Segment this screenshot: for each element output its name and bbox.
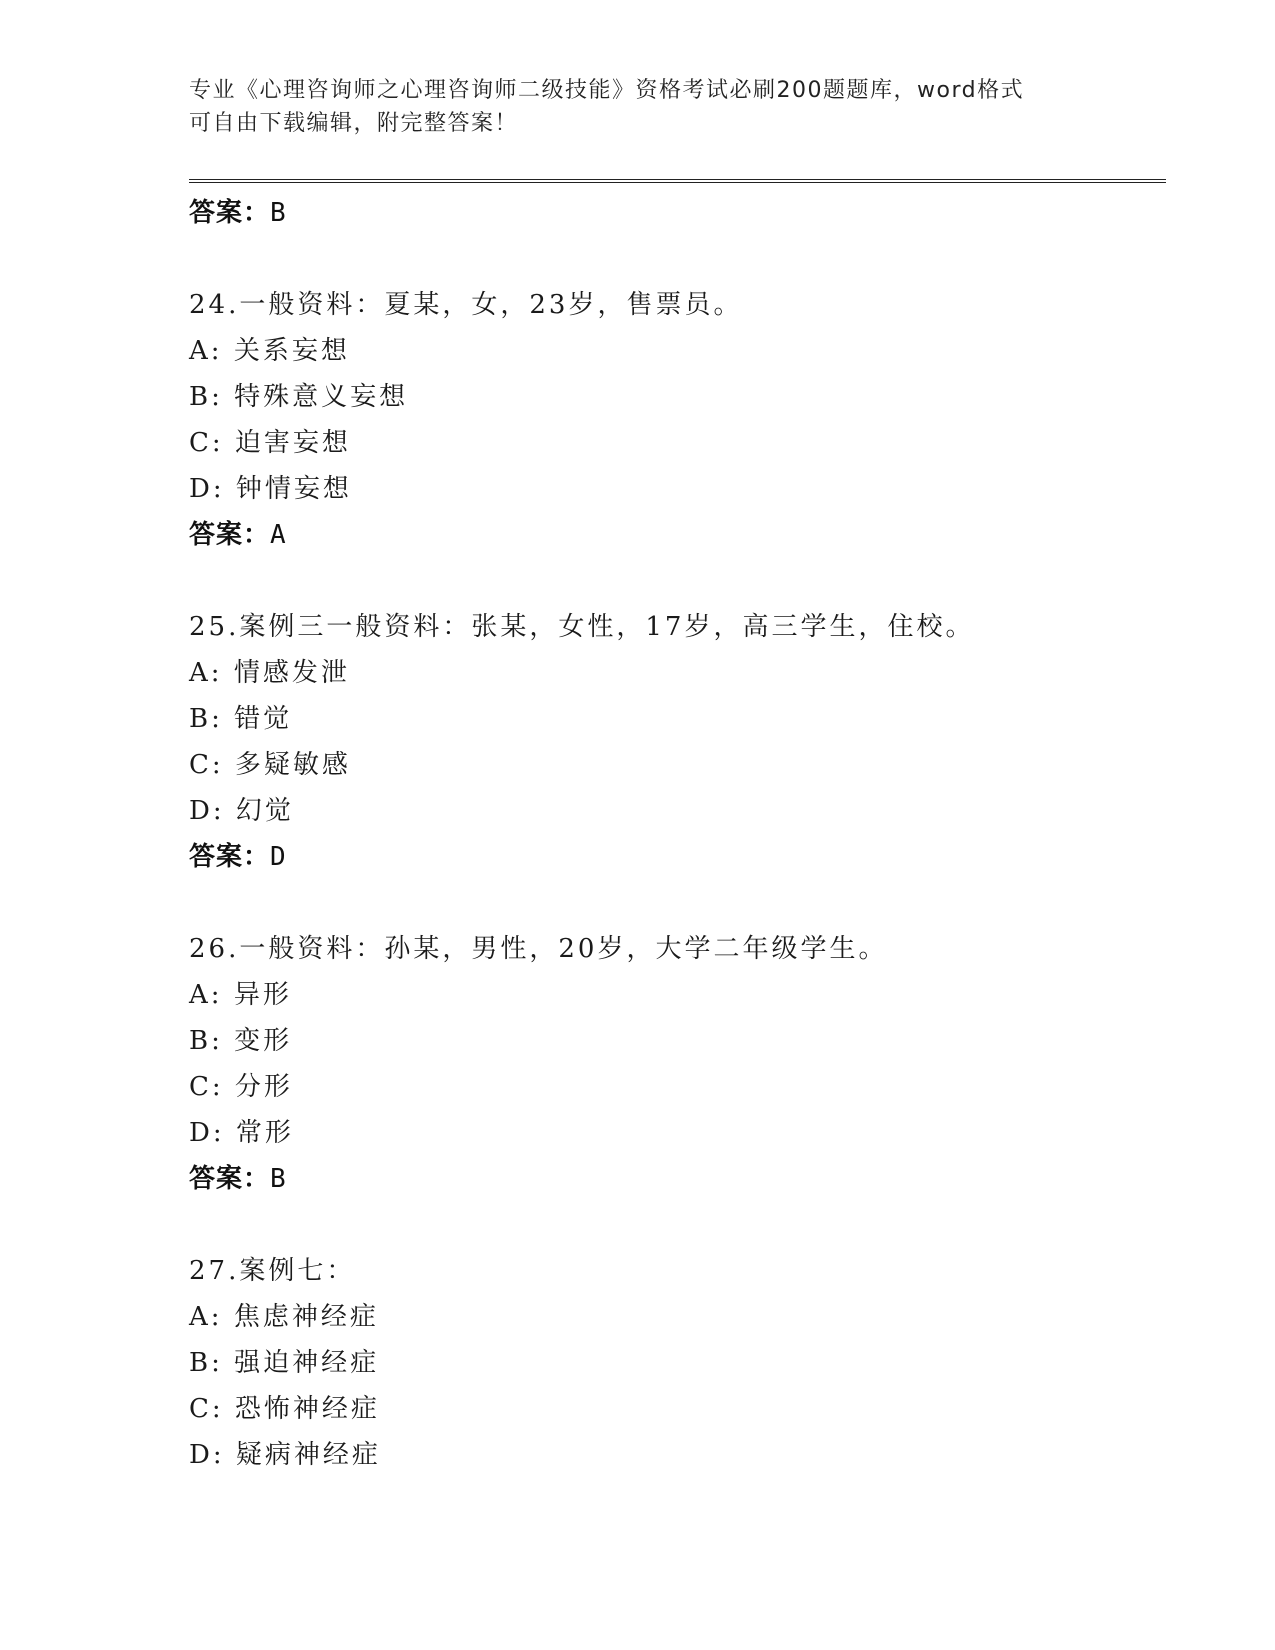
- question-content: [189, 190, 1169, 1478]
- answer-value: A: [270, 520, 287, 550]
- option-text: 关系妄想: [233, 336, 350, 366]
- spacer: [189, 1202, 1169, 1248]
- option-key: C:: [189, 428, 224, 458]
- option-key: C:: [189, 1394, 224, 1424]
- option-key: A:: [189, 336, 223, 366]
- question-number: 27.: [189, 1256, 240, 1286]
- question-number: 26.: [189, 934, 240, 964]
- question-stem: [189, 926, 1169, 972]
- option-key: B:: [189, 382, 223, 412]
- question-stem: [189, 282, 1169, 328]
- option-text: 恐怖神经症: [234, 1394, 380, 1424]
- answer-line: [189, 1156, 1169, 1202]
- option-a: [189, 328, 1169, 374]
- option-key: A:: [189, 1302, 223, 1332]
- option-text: 多疑敏感: [234, 750, 351, 780]
- option-text: 特殊意义妄想: [234, 382, 409, 412]
- answer-line: [189, 190, 1169, 236]
- option-key: B:: [189, 1348, 223, 1378]
- answer-value: B: [270, 1164, 287, 1194]
- question-text: 一般资料：夏某，女，23岁，售票员。: [239, 290, 743, 320]
- answer-line: [189, 512, 1169, 558]
- option-text: 变形: [234, 1026, 293, 1056]
- option-c: [189, 420, 1169, 466]
- header-line-1: 专业《心理咨询师之心理咨询师二级技能》资格考试必刷200题题库，word格式: [189, 78, 1025, 103]
- question-stem: [189, 604, 1169, 650]
- option-c: [189, 1064, 1169, 1110]
- option-text: 分形: [234, 1072, 293, 1102]
- option-text: 迫害妄想: [234, 428, 351, 458]
- option-a: [189, 650, 1169, 696]
- question-text: 案例三一般资料：张某，女性，17岁，高三学生，住校。: [239, 612, 975, 642]
- question-stem: [189, 1248, 1169, 1294]
- option-text: 情感发泄: [233, 658, 350, 688]
- question-25: [189, 604, 1169, 880]
- option-b: [189, 696, 1169, 742]
- option-text: 幻觉: [235, 796, 294, 826]
- question-26: [189, 926, 1169, 1202]
- header-line-2: 可自由下载编辑，附完整答案！: [189, 111, 519, 136]
- option-text: 常形: [235, 1118, 294, 1148]
- option-c: [189, 1386, 1169, 1432]
- option-key: A:: [189, 980, 223, 1010]
- option-key: D:: [189, 1440, 225, 1470]
- option-key: D:: [189, 474, 225, 504]
- option-key: B:: [189, 704, 223, 734]
- question-text: 一般资料：孙某，男性，20岁，大学二年级学生。: [239, 934, 888, 964]
- option-b: [189, 1018, 1169, 1064]
- question-number: 25.: [189, 612, 240, 642]
- option-key: A:: [189, 658, 223, 688]
- answer-label: 答案：: [189, 842, 271, 872]
- option-text: 钟情妄想: [235, 474, 352, 504]
- question-text: 案例七：: [239, 1256, 356, 1286]
- question-24: [189, 282, 1169, 558]
- option-text: 焦虑神经症: [233, 1302, 379, 1332]
- page-header: [189, 74, 1089, 140]
- answer-label: 答案：: [189, 198, 271, 228]
- question-number: 24.: [189, 290, 240, 320]
- option-key: C:: [189, 1072, 224, 1102]
- spacer: [189, 880, 1169, 926]
- spacer: [189, 558, 1169, 604]
- option-text: 错觉: [234, 704, 293, 734]
- question-27: [189, 1248, 1169, 1478]
- answer-label: 答案：: [189, 520, 271, 550]
- option-b: [189, 374, 1169, 420]
- option-d: [189, 1432, 1169, 1478]
- option-key: D:: [189, 796, 225, 826]
- option-a: [189, 1294, 1169, 1340]
- option-text: 强迫神经症: [234, 1348, 380, 1378]
- answer-label: 答案：: [189, 1164, 271, 1194]
- option-d: [189, 1110, 1169, 1156]
- option-c: [189, 742, 1169, 788]
- option-b: [189, 1340, 1169, 1386]
- option-a: [189, 972, 1169, 1018]
- answer-line: [189, 834, 1169, 880]
- option-key: B:: [189, 1026, 223, 1056]
- option-text: 疑病神经症: [235, 1440, 381, 1470]
- option-d: [189, 466, 1169, 512]
- spacer: [189, 236, 1169, 282]
- option-key: C:: [189, 750, 224, 780]
- option-key: D:: [189, 1118, 225, 1148]
- header-divider: [189, 179, 1166, 183]
- answer-value: D: [270, 842, 287, 872]
- answer-value: B: [270, 198, 287, 228]
- option-d: [189, 788, 1169, 834]
- option-text: 异形: [233, 980, 292, 1010]
